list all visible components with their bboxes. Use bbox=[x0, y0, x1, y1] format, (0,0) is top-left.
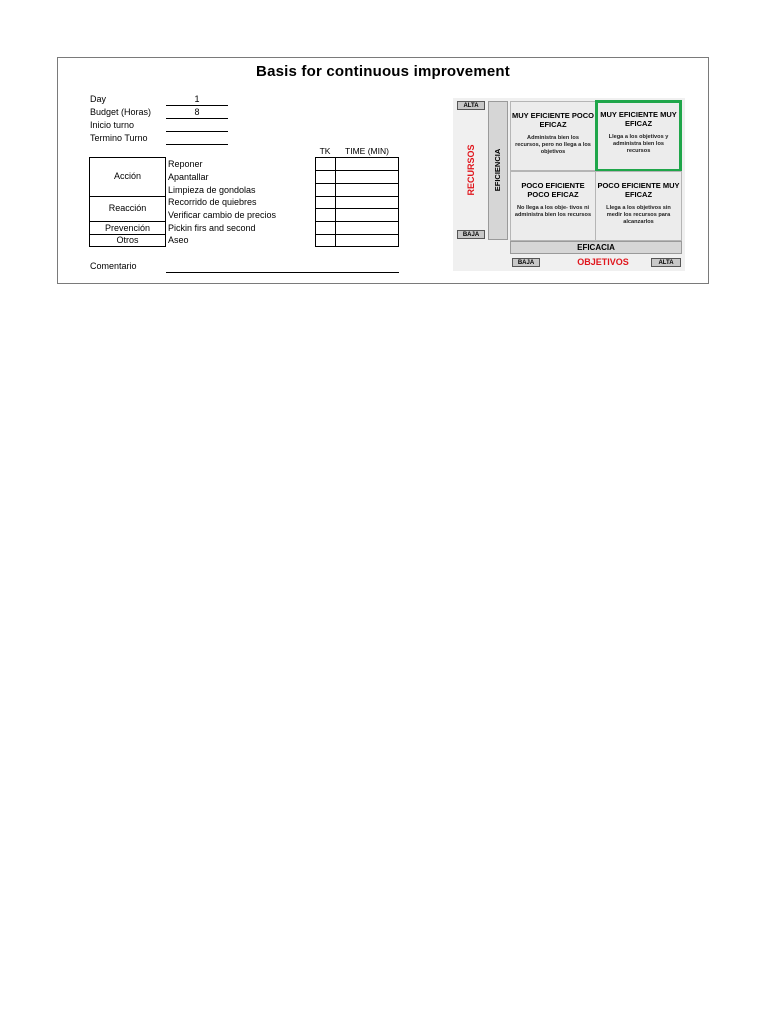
quadrant-low-high bbox=[595, 171, 682, 241]
category-reaccion: Reacción bbox=[108, 203, 147, 213]
activity-item: Aseo bbox=[168, 235, 189, 245]
y-axis-label: RECURSOS bbox=[466, 144, 476, 196]
category-otros: Otros bbox=[116, 235, 139, 245]
shift-start-label: Inicio turno bbox=[90, 120, 135, 130]
activity-item: Pickin firs and second bbox=[168, 223, 256, 233]
grid-row-divider bbox=[316, 234, 398, 235]
efficiency-matrix bbox=[453, 98, 685, 271]
day-underline bbox=[166, 105, 228, 106]
quadrant-high-low bbox=[510, 101, 596, 171]
y-high-tag: ALTA bbox=[457, 101, 485, 110]
x-axis-label: OBJETIVOS bbox=[577, 257, 629, 267]
comment-label: Comentario bbox=[90, 261, 137, 271]
budget-underline bbox=[166, 118, 228, 119]
quadrant-description: Llega a los objetivos sin medir los recursos para alcanzarlos bbox=[606, 205, 671, 225]
time-header: TIME (MIN) bbox=[345, 146, 389, 156]
budget-value[interactable]: 8 bbox=[194, 107, 200, 117]
quadrant-high-high bbox=[595, 100, 682, 172]
grid-row-divider bbox=[316, 196, 398, 197]
time-grid[interactable] bbox=[315, 157, 399, 247]
quadrant-title: POCO EFICIENTE POCO EFICAZ bbox=[521, 181, 585, 199]
grid-col-divider bbox=[335, 158, 336, 246]
y-low-tag: BAJA bbox=[457, 230, 485, 239]
category-divider bbox=[90, 221, 165, 222]
shift-start-underline bbox=[166, 131, 228, 132]
grid-row-divider bbox=[316, 183, 398, 184]
day-label: Day bbox=[90, 94, 107, 104]
quadrant-description: Llega a los objetivos y administra bien los recursos bbox=[608, 134, 669, 154]
worksheet bbox=[57, 57, 709, 284]
day-value[interactable]: 1 bbox=[194, 94, 200, 104]
grid-row-divider bbox=[316, 170, 398, 171]
shift-end-underline bbox=[166, 144, 228, 145]
comment-line[interactable] bbox=[166, 272, 399, 273]
category-accion: Acción bbox=[113, 171, 141, 181]
budget-label: Budget (Horas) bbox=[90, 107, 152, 117]
quadrant-title: MUY EFICIENTE MUY EFICAZ bbox=[600, 110, 677, 128]
shift-end-label: Termino Turno bbox=[90, 133, 148, 143]
category-prevencion: Prevención bbox=[104, 223, 151, 233]
quadrant-description: No llega a los obje- tivos ni administra bien los recursos bbox=[514, 205, 592, 218]
activity-item: Apantallar bbox=[168, 172, 209, 182]
x-high-tag: ALTA bbox=[651, 258, 681, 267]
x-low-tag: BAJA bbox=[512, 258, 540, 267]
quadrant-description: Administra bien los recursos, pero no llega a los objetivos bbox=[515, 135, 591, 155]
quadrant-low-low bbox=[510, 171, 596, 241]
activity-item: Recorrido de quiebres bbox=[168, 197, 257, 207]
grid-row-divider bbox=[316, 208, 398, 209]
page-title: Basis for continuous improvement bbox=[256, 63, 510, 80]
activity-item: Limpieza de gondolas bbox=[168, 185, 256, 195]
y-sub-label: EFICIENCIA bbox=[493, 148, 502, 192]
x-sub-label: EFICACIA bbox=[510, 241, 682, 254]
tk-header: TK bbox=[319, 146, 331, 156]
grid-row-divider bbox=[316, 221, 398, 222]
category-column bbox=[89, 157, 166, 247]
quadrant-title: MUY EFICIENTE POCO EFICAZ bbox=[512, 111, 594, 129]
category-divider bbox=[90, 196, 165, 197]
quadrant-title: POCO EFICIENTE MUY EFICAZ bbox=[597, 181, 680, 199]
activity-item: Verificar cambio de precios bbox=[168, 210, 277, 220]
activity-item: Reponer bbox=[168, 159, 203, 169]
